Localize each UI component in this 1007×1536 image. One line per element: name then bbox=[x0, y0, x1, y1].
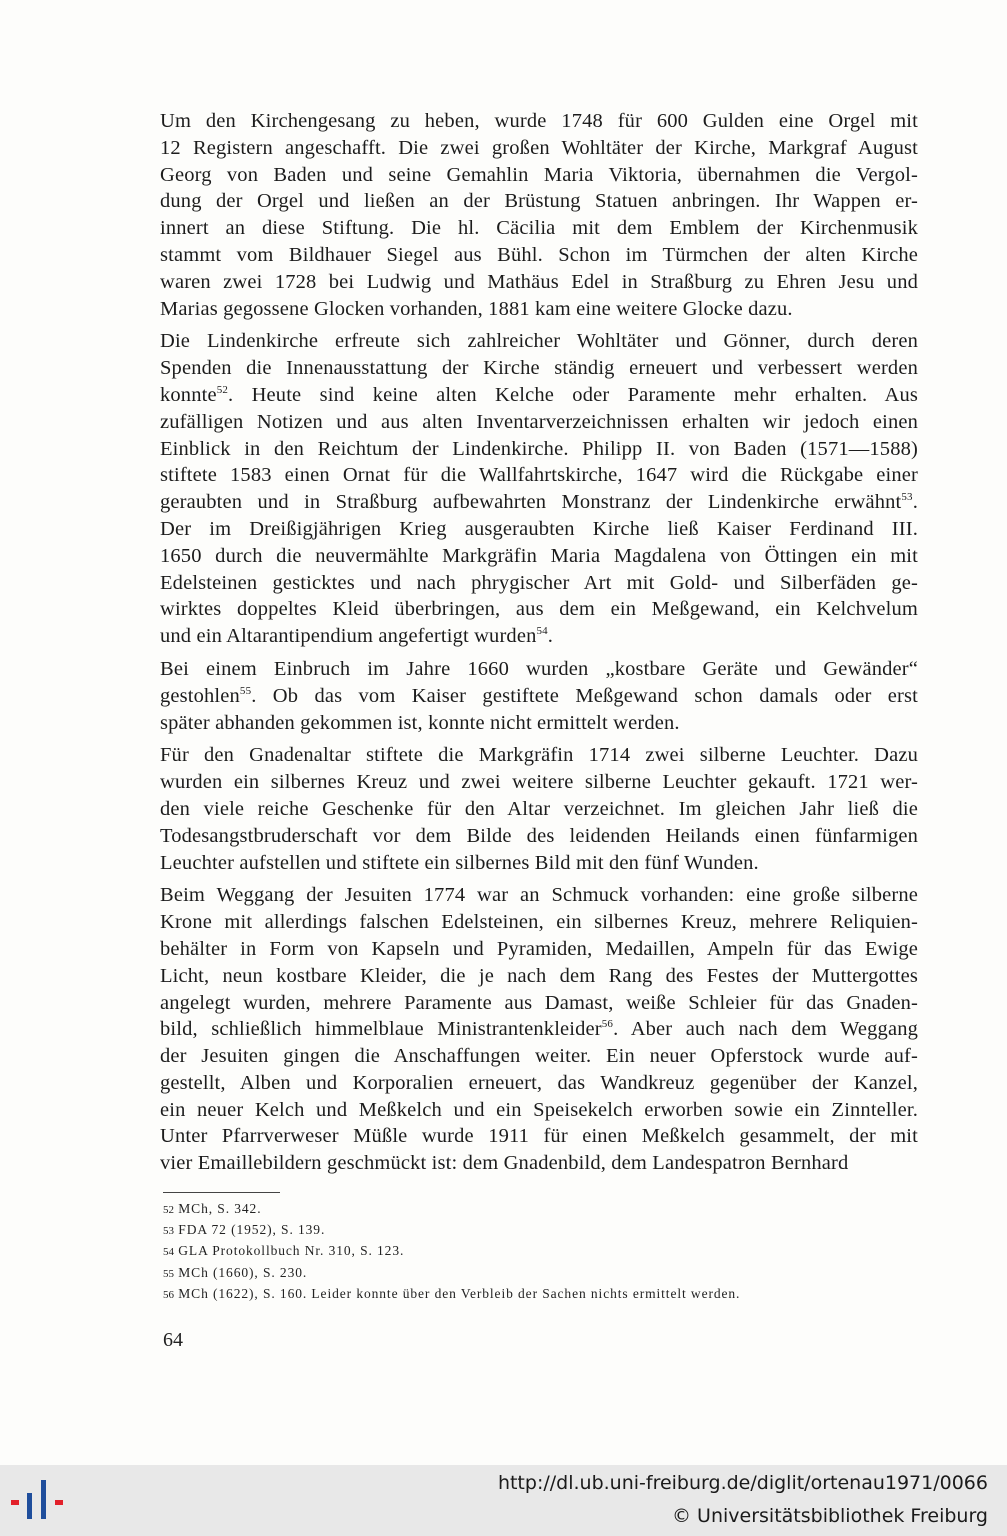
copyright-text: © Universitätsbibliothek Freiburg bbox=[672, 1505, 988, 1527]
text-line: Licht, neun kostbare Kleider, die je nach dem Rang des Festes der Muttergottes bbox=[160, 964, 918, 987]
text-line: Für den Gnadenaltar stiftete die Markgräfin 1714 zwei silberne Leuchter. Dazu bbox=[160, 744, 918, 767]
text-line: stiftete 1583 einen Ornat für die Wallfahrtskirche, 1647 wird die Rückgabe einer bbox=[160, 464, 918, 487]
text-run: und ein Altarantipendium angefertigt wurden bbox=[160, 625, 537, 648]
text-run: . bbox=[912, 491, 918, 514]
text-line: waren zwei 1728 bei Ludwig und Mathäus Edel in Straßburg zu Ehren Jesu und bbox=[160, 270, 918, 293]
paragraph bbox=[160, 882, 918, 1177]
text-line: Um den Kirchengesang zu heben, wurde 1748 für 600 Gulden eine Orgel mit bbox=[160, 110, 918, 132]
footnote-number: 53 bbox=[163, 1225, 174, 1238]
paragraph bbox=[160, 328, 918, 650]
text-line: Krone mit allerdings falschen Edelsteinen, ein silbernes Kreuz, mehrere Reliquien- bbox=[160, 911, 918, 934]
text-run: bild, schließlich himmelblaue Ministrantenkleider bbox=[160, 1018, 602, 1041]
text-line: innert an diese Stiftung. Die hl. Cäcilia mit dem Emblem der Kirchenmusik bbox=[160, 217, 918, 240]
text-line: der Jesuiten gingen die Anschaffungen weiter. Ein neuer Opferstock wurde auf- bbox=[160, 1045, 918, 1068]
paragraph bbox=[160, 108, 918, 322]
text-line: Unter Pfarrverweser Müßle wurde 1911 für einen Meßkelch gesammelt, der mit bbox=[160, 1125, 918, 1148]
text-line: wurden ein silbernes Kreuz und zwei weitere silberne Leuchter gekauft. 1721 wer- bbox=[160, 771, 918, 794]
source-url-link[interactable]: http://dl.ub.uni-freiburg.de/diglit/ortenau1971/0066 bbox=[497, 1472, 988, 1494]
footnote bbox=[163, 1199, 923, 1220]
body-text bbox=[160, 108, 918, 1183]
text-line: Einblick in den Reichtum der Lindenkirche. Philipp II. von Baden (1571—1588) bbox=[160, 437, 918, 460]
text-line: Marias gegossene Glocken vorhanden, 1881 kam eine weitere Glocke dazu. bbox=[160, 297, 793, 320]
text-line bbox=[160, 382, 918, 409]
paragraph bbox=[160, 656, 918, 736]
text-line: Bei einem Einbruch im Jahre 1660 wurden „kostbare Geräte und Gewänder“ bbox=[160, 657, 918, 680]
text-line: zufälligen Notizen und aus alten Inventarverzeichnissen erhalten wir jedoch einen bbox=[160, 410, 918, 433]
text-line: Beim Weggang der Jesuiten 1774 war an Schmuck vorhanden: eine große silberne bbox=[160, 884, 918, 907]
footnote-number: 52 bbox=[163, 1204, 174, 1216]
text-line: ein neuer Kelch und Meßkelch und ein Speisekelch erworben sowie ein Zinnteller. bbox=[160, 1098, 918, 1121]
footnote bbox=[163, 1263, 923, 1284]
text-line bbox=[160, 1016, 918, 1043]
page-number: 64 bbox=[163, 1329, 183, 1351]
text-line: Georg von Baden und seine Gemahlin Maria Viktoria, übernahmen die Vergol- bbox=[160, 163, 918, 186]
text-line: später abhanden gekommen ist, konnte nicht ermittelt werden. bbox=[160, 711, 680, 734]
footnote-number: 55 bbox=[163, 1267, 174, 1280]
footnote bbox=[163, 1284, 923, 1305]
text-line: Leuchter aufstellen und stiftete ein silbernes Bild mit den fünf Wunden. bbox=[160, 851, 759, 874]
footnotes bbox=[163, 1199, 923, 1305]
text-line: Edelsteinen gesticktes und nach phrygischer Art mit Gold- und Silberfäden ge- bbox=[160, 571, 918, 594]
text-line: behälter in Form von Kapseln und Pyramiden, Medaillen, Ampeln für das Ewige bbox=[160, 937, 918, 960]
footnote-text: MCh (1622), S. 160. Leider konnte über den Verbleib der Sachen nichts ermittelt werden. bbox=[178, 1285, 741, 1301]
text-line bbox=[160, 623, 918, 650]
text-line: wirktes doppeltes Kleid überbringen, aus dem ein Meßgewand, ein Kelchvelum bbox=[160, 598, 918, 621]
text-run: . Aber auch nach dem Weggang bbox=[613, 1018, 918, 1041]
footnote-reference[interactable]: 52 bbox=[216, 383, 229, 396]
paragraph bbox=[160, 742, 918, 876]
text-line bbox=[160, 683, 918, 710]
text-line: Todesangstbruderschaft vor dem Bilde des leidenden Heilands einen fünfarmigen bbox=[160, 824, 918, 847]
text-run: . bbox=[547, 625, 554, 648]
footnote bbox=[163, 1220, 923, 1241]
footnote-reference[interactable]: 55 bbox=[239, 684, 252, 697]
text-line: stammt vom Bildhauer Siegel aus Bühl. Schon im Türmchen der alten Kirche bbox=[160, 243, 918, 266]
text-line: dung der Orgel und ließen an der Brüstung Statuen anbringen. Ihr Wappen er- bbox=[160, 190, 918, 213]
footnote-text: GLA Protokollbuch Nr. 310, S. 123. bbox=[178, 1243, 405, 1259]
text-line: Die Lindenkirche erfreute sich zahlreicher Wohltäter und Gönner, durch deren bbox=[160, 330, 918, 353]
text-line: angelegt wurden, mehrere Paramente aus Damast, weiße Schleier für das Gnaden- bbox=[160, 991, 918, 1014]
footnote-text: MCh, S. 342. bbox=[178, 1201, 262, 1216]
footnote-text: MCh (1660), S. 230. bbox=[178, 1264, 308, 1280]
text-line: Spenden die Innenausstattung der Kirche ständig erneuert und verbessert werden bbox=[160, 357, 918, 380]
footnote-number: 54 bbox=[163, 1246, 174, 1259]
footnote-number: 56 bbox=[163, 1288, 174, 1301]
text-run: . Heute sind keine alten Kelche oder Paramente mehr erhalten. Aus bbox=[228, 383, 918, 406]
text-line: vier Emaillebildern geschmückt ist: dem Gnadenbild, dem Landespatron Bernhard bbox=[160, 1152, 849, 1175]
text-line: Der im Dreißigjährigen Krieg ausgeraubten Kirche ließ Kaiser Ferdinand III. bbox=[160, 517, 918, 540]
footnote bbox=[163, 1241, 923, 1262]
footnote-reference[interactable]: 53 bbox=[901, 491, 913, 504]
text-line: gestellt, Alben und Korporalien erneuert, das Wandkreuz gegenüber der Kanzel, bbox=[160, 1071, 918, 1094]
text-run: geraubten und in Straßburg aufbewahrten Monstranz der Lindenkirche erwähnt bbox=[160, 491, 902, 514]
text-run: . Ob das vom Kaiser gestiftete Meßgewand schon damals oder erst bbox=[251, 684, 918, 707]
text-run: gestohlen bbox=[160, 684, 240, 707]
text-run: konnte bbox=[160, 383, 217, 406]
text-line: 12 Registern angeschafft. Die zwei großen Wohltäter der Kirche, Markgraf August bbox=[160, 136, 918, 159]
text-line bbox=[160, 489, 918, 516]
footnote-divider bbox=[163, 1192, 280, 1193]
text-line: den viele reiche Geschenke für den Altar verzeichnet. Im gleichen Jahr ließ die bbox=[160, 797, 918, 820]
footnote-reference[interactable]: 56 bbox=[601, 1018, 614, 1031]
ub-freiburg-logo-icon[interactable] bbox=[10, 1473, 66, 1529]
footnote-text: FDA 72 (1952), S. 139. bbox=[178, 1222, 326, 1238]
footnote-reference[interactable]: 54 bbox=[536, 625, 548, 638]
text-line: 1650 durch die neuvermählte Markgräfin Maria Magdalena von Öttingen ein mit bbox=[160, 544, 918, 567]
